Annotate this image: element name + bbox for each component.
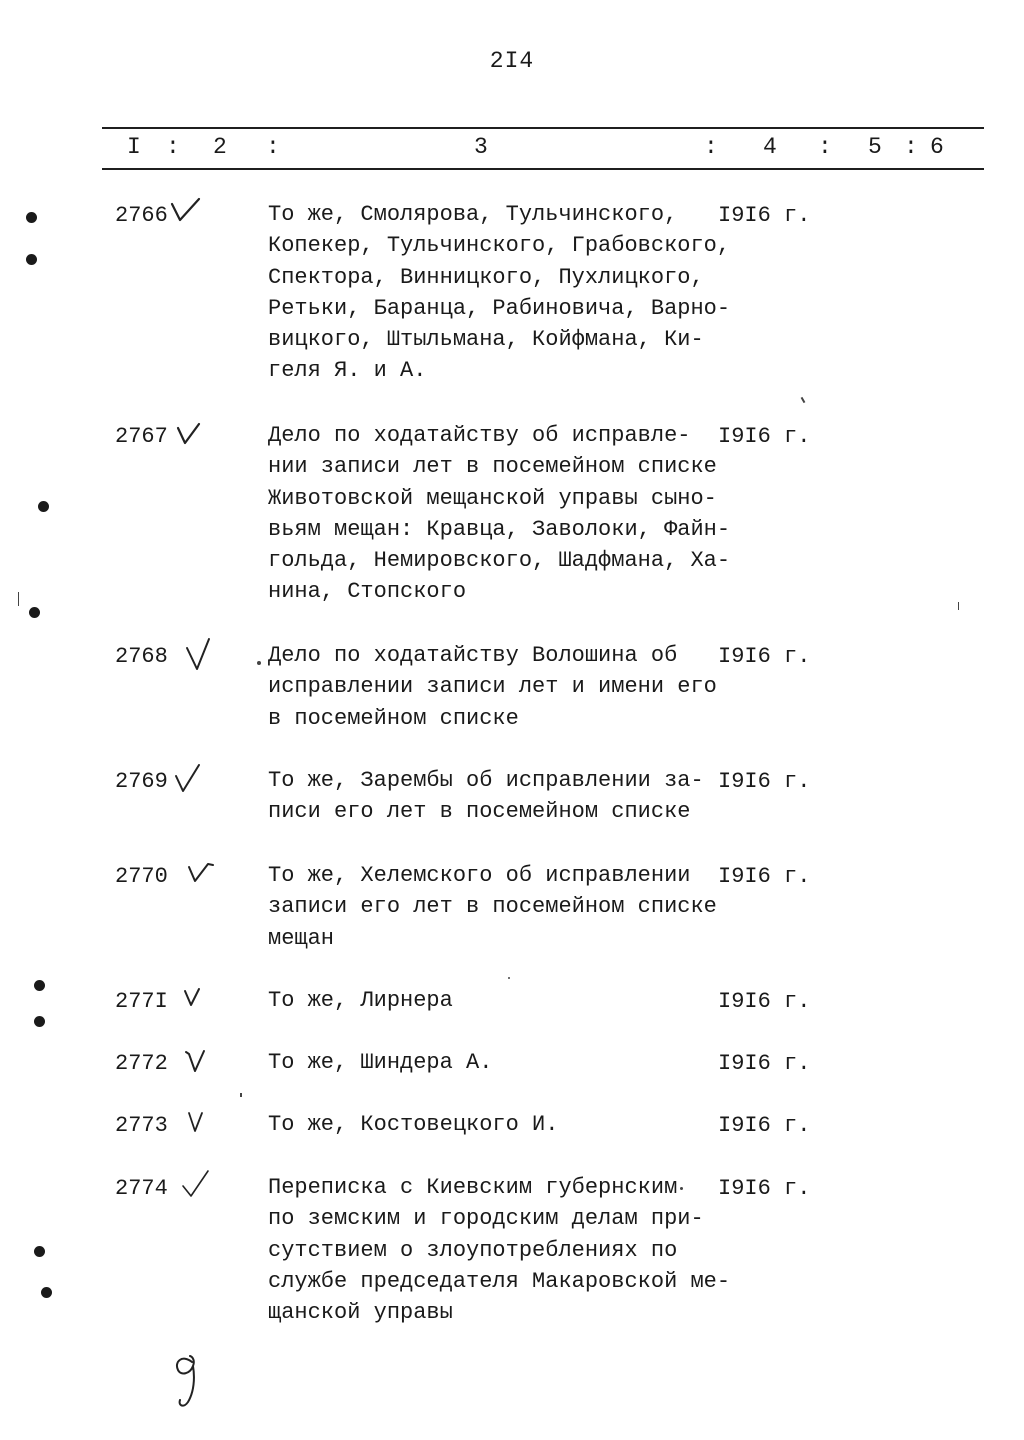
header-top-rule [102,127,984,129]
check-mark-icon [182,986,202,1008]
punch-hole [26,212,37,223]
header-bottom-rule [102,168,984,170]
entry-description: Переписка с Киевским губернским по земским и городским делам при- сутствием о злоупотреблениях по службе председателя Макаровской ме- щанской управы [268,1175,731,1326]
entry-description: То же, Смолярова, Тульчинского, Копекер, Тульчинского, Грабовского, Спектора, Винницкого, Пухлицкого, Ретьки, Баранца, Рабиновича, Варно- вицкого, Штыльмана, Койфмана, Ки- геля Я. и А. [268,202,731,384]
punch-hole [34,1016,45,1027]
handwritten-signature [168,1348,208,1410]
entry-year: I9I6 г. [718,424,811,449]
column-header-6: 6 [930,134,944,160]
column-separator: : [266,134,280,160]
entry-number: 2774 [115,1176,168,1201]
entry-year: I9I6 г. [718,1176,811,1201]
entry-year: I9I6 г. [718,1051,811,1076]
entry-number: 277I [115,989,168,1014]
scan-speck [680,1187,683,1190]
entry-year: I9I6 г. [718,769,811,794]
entry-year: I9I6 г. [718,989,811,1014]
entry-description: Дело по ходатайству об исправле- нии записи лет в посемейном списке Животовской мещанской управы сыно- вьям мещан: Кравца, Заволоки, Файн- гольда, Немировского, Шадфмана, Ха- нина, Стопского [268,423,731,605]
scan-speck [257,661,261,665]
entry-year: I9I6 г. [718,203,811,228]
punch-hole [29,607,40,618]
entry-year: I9I6 г. [718,864,811,889]
entry-description: То же, Хелемского об исправлении записи его лет в посемейном списке мещан [268,863,717,951]
check-mark-icon [186,1110,206,1134]
page-number: 2I4 [489,48,535,74]
punch-hole [38,501,49,512]
column-separator: : [904,134,918,160]
entry-year: I9I6 г. [718,644,811,669]
check-mark-icon [170,196,202,224]
scan-speck [801,397,806,403]
check-mark-icon [186,860,216,884]
entry-number: 2773 [115,1113,168,1138]
column-header-4: 4 [763,134,777,160]
scan-speck [958,602,959,610]
column-header-2: 2 [213,134,227,160]
entry-year: I9I6 г. [718,1113,811,1138]
column-separator: : [818,134,832,160]
entry-number: 2768 [115,644,168,669]
entry-number: 2766 [115,203,168,228]
entry-description: То же, Зарембы об исправлении за- писи его лет в посемейном списке [268,768,704,825]
punch-hole [26,254,37,265]
entry-description: То же, Костовецкого И. [268,1112,559,1137]
punch-hole [41,1287,52,1298]
entry-number: 2770 [115,864,168,889]
entry-number: 2767 [115,424,168,449]
entry-description: Дело по ходатайству Волошина об исправлении записи лет и имени его в посемейном списке [268,643,717,731]
column-separator: : [166,134,180,160]
entry-number: 2769 [115,769,168,794]
entry-number: 2772 [115,1051,168,1076]
column-header-3: 3 [474,134,488,160]
scan-speck [240,1093,242,1097]
check-mark-icon [184,636,212,672]
punch-hole [34,1246,45,1257]
entry-description: То же, Шиндера А. [268,1050,493,1075]
entry-description: То же, Лирнера [268,988,453,1013]
column-separator: : [704,134,718,160]
scan-speck [508,977,510,979]
column-header-5: 5 [868,134,882,160]
scan-speck [18,592,19,606]
check-mark-icon [176,422,202,446]
check-mark-icon [174,762,202,794]
punch-hole [34,980,45,991]
check-mark-icon [184,1048,208,1074]
column-header-1: I [127,134,141,160]
check-mark-icon [180,1168,212,1200]
